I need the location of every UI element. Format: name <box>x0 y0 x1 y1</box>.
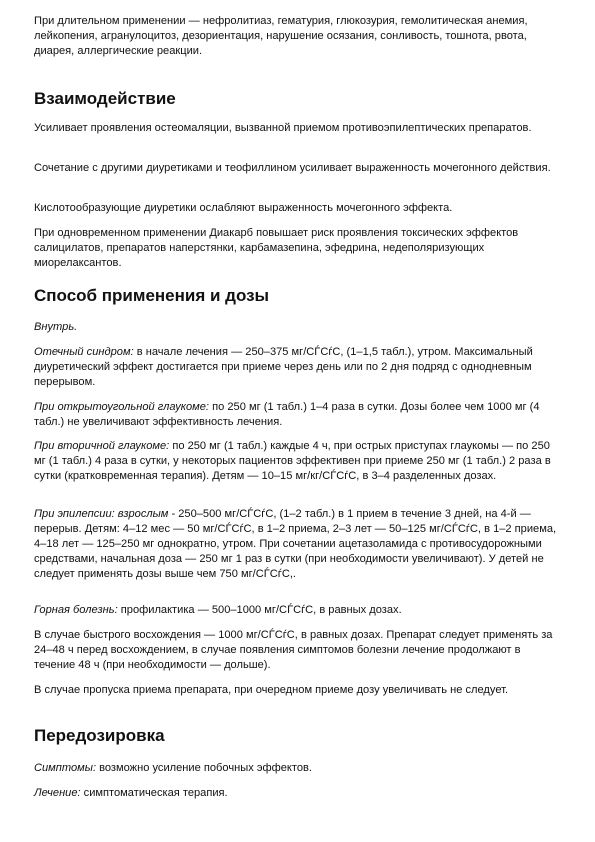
side-effects-paragraph: При длительном применении — нефролитиаз, гематурия, глюкозурия, гемолитическая анемия, лейкопения, агранулоцитоз, дезориентация, нарушение осязания, сонливость, тошнота, рвота, диарея, аллергические реакции. <box>34 15 528 57</box>
secondary-glaucoma-label: При вторичной глаукоме: <box>34 440 170 452</box>
secondary-glaucoma-paragraph <box>34 439 564 484</box>
mountain-sickness-text: профилактика — 500–1000 мг/СЃСѓС, в равных дозах. <box>117 604 402 616</box>
symptoms-text: возможно усиление побочных эффектов. <box>96 762 313 774</box>
dosage-heading: Способ применения и дозы <box>34 286 270 305</box>
treatment-text: симптоматическая терапия. <box>80 787 228 799</box>
treatment-label: Лечение: <box>34 787 81 799</box>
treatment-paragraph <box>34 786 564 801</box>
symptoms-label: Симптомы: <box>34 762 97 774</box>
edema-text: в начале лечения — 250–375 мг/СЃСѓС, (1–1,5 табл.), утром. Максимальный диуретический эффект достигается при приеме через день или по 2 дня подряд с однодневным перерывом. <box>34 346 533 388</box>
edema-paragraph <box>34 345 564 390</box>
rapid-ascent-paragraph: В случае быстрого восхождения — 1000 мг/СЃСѓС, в равных дозах. Препарат следует применять за 24–48 ч перед восхождением, в случае появления симптомов болезни лечение продолжают в течение 48 ч (при необходимости — дольше). <box>34 629 553 671</box>
secondary-glaucoma-text: по 250 мг (1 табл.) каждые 4 ч, при острых приступах глаукомы — по 250 мг (1 табл.) 4 раза в сутки, у некоторых пациентов эффективен при приеме 250 мг (1 табл.) 2 раза в сутки (кратковременная терапия). Детям — 10–15 мг/кг/СЃСѓС, в 3–4 разделенных дозах. <box>34 440 551 482</box>
epilepsy-text: - 250–500 мг/СЃСѓС, (1–2 табл.) в 1 прием в течение 3 дней, на 4-й — перерыв. Детям: 4–12 мес — 50 мг/СЃСѓС, в 1–2 приема, 2–3 лет — 50–125 мг/СЃСѓС, в 1–2 приема, 4–18 лет — 125–250 мг однократно, утром. При сочетании ацетазоламида с противосудорожными средствами, начальная доза — 250 мг 1 раз в сутки (при необходимости увеличивают). У детей не следует применять дозы выше чем 750 мг/СЃСѓС,. <box>34 508 557 580</box>
interaction-paragraph-1: Усиливает проявления остеомаляции, вызванной приемом противоэпилептических препаратов. <box>34 122 532 134</box>
epilepsy-paragraph <box>34 507 564 582</box>
symptoms-paragraph <box>34 761 564 776</box>
open-glaucoma-paragraph <box>34 400 564 430</box>
interaction-paragraph-3: Кислотообразующие диуретики ослабляют выраженность мочегонного эффекта. <box>34 202 453 214</box>
missed-dose-paragraph: В случае пропуска приема препарата, при очередном приеме дозу увеличивать не следует. <box>34 684 509 696</box>
mountain-sickness-paragraph <box>34 603 564 618</box>
interaction-paragraph-2: Сочетание с другими диуретиками и теофиллином усиливает выраженность мочегонного действия. <box>34 162 551 174</box>
epilepsy-label: При эпилепсии: взрослым <box>34 508 169 520</box>
open-glaucoma-label: При открытоугольной глаукоме: <box>34 401 210 413</box>
edema-label: Отечный синдром: <box>34 346 134 358</box>
route-text: Внутрь. <box>34 321 78 333</box>
open-glaucoma-text: по 250 мг (1 табл.) 1–4 раза в сутки. Дозы более чем 1000 мг (4 табл.) не увеличивают эффективность лечения. <box>34 401 540 428</box>
mountain-sickness-label: Горная болезнь: <box>34 604 118 616</box>
interaction-heading: Взаимодействие <box>34 89 176 108</box>
overdose-heading: Передозировка <box>34 726 165 745</box>
interaction-paragraph-4: При одновременном применении Диакарб повышает риск проявления токсических эффектов салицилатов, препаратов наперстянки, карбамазепина, эфедрина, недеполяризующих миорелаксантов. <box>34 227 519 269</box>
